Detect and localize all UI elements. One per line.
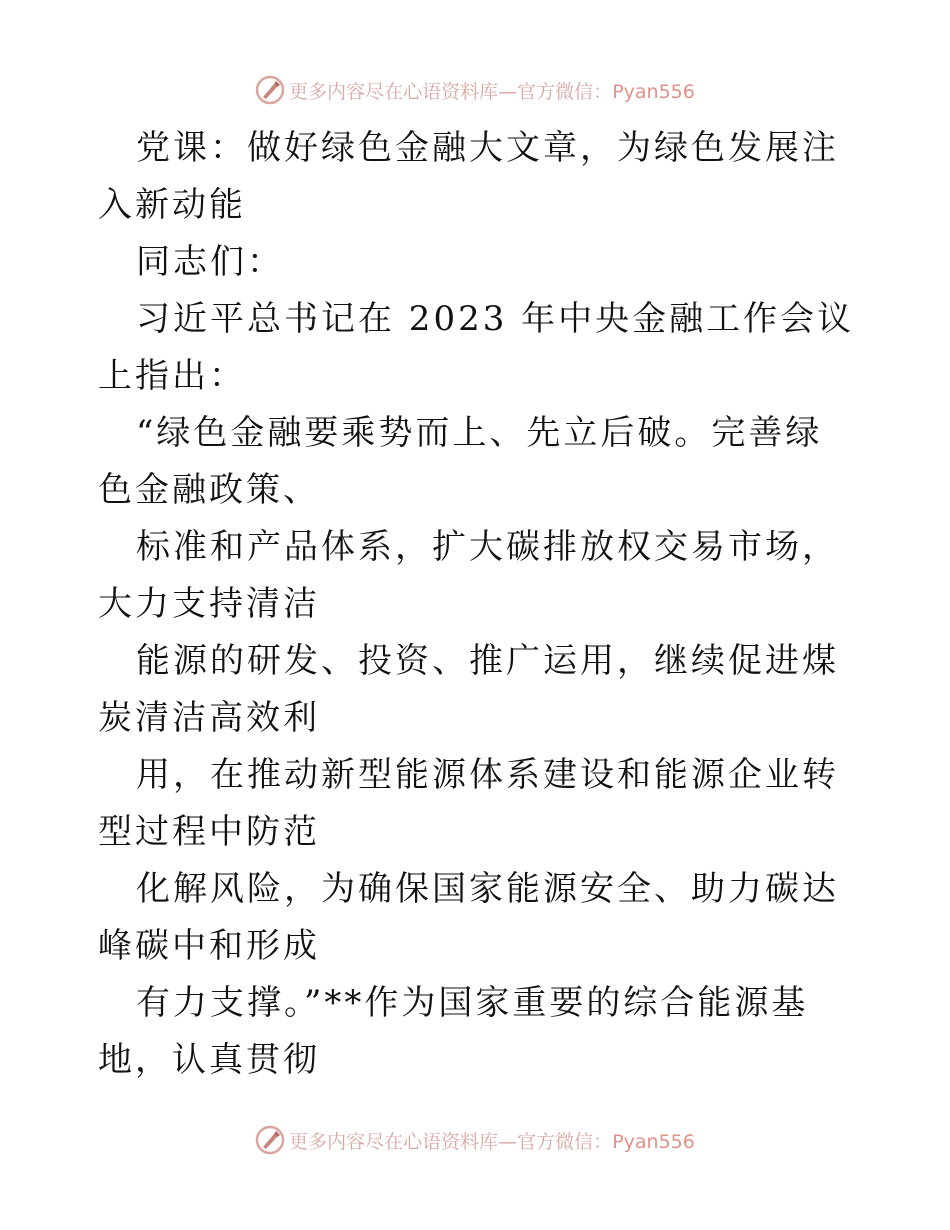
salutation: 同志们： bbox=[136, 242, 284, 282]
watermark-text bbox=[289, 77, 695, 104]
watermark-text bbox=[289, 1127, 695, 1154]
watermark-separator: — bbox=[498, 1130, 518, 1153]
watermark-separator: — bbox=[498, 80, 518, 103]
paragraph: 化解风险，为确保国家能源安全、助力碳达峰碳中和形成 bbox=[98, 869, 839, 966]
pen-logo-icon bbox=[255, 75, 285, 105]
watermark-main: 更多内容尽在心语资料库 bbox=[289, 1130, 499, 1153]
header-watermark bbox=[0, 72, 950, 108]
watermark-wechat: 官方微信： bbox=[517, 80, 613, 103]
watermark-main: 更多内容尽在心语资料库 bbox=[289, 80, 499, 103]
paragraph: 标准和产品体系，扩大碳排放权交易市场，大力支持清洁 bbox=[98, 527, 839, 624]
document-title: 党课：做好绿色金融大文章，为绿色发展注入新动能 bbox=[98, 128, 839, 225]
paragraph: 用，在推动新型能源体系建设和能源企业转型过程中防范 bbox=[98, 755, 839, 852]
footer-watermark bbox=[0, 1122, 950, 1158]
paragraph: 有力支撑。”**作为国家重要的综合能源基地，认真贯彻 bbox=[98, 983, 809, 1080]
watermark-id: Pyan556 bbox=[612, 1130, 695, 1153]
watermark-wechat: 官方微信： bbox=[517, 1130, 613, 1153]
paragraph: 习近平总书记在 2023 年中央金融工作会议上指出： bbox=[98, 299, 855, 396]
pen-logo-icon bbox=[255, 1125, 285, 1155]
paragraph: 能源的研发、投资、推广运用，继续促进煤炭清洁高效利 bbox=[98, 641, 839, 738]
quote-paragraph: “绿色金融要乘势而上、先立后破。完善绿色金融政策、 bbox=[98, 413, 823, 510]
document-body bbox=[98, 120, 858, 1089]
watermark-id: Pyan556 bbox=[612, 80, 695, 103]
